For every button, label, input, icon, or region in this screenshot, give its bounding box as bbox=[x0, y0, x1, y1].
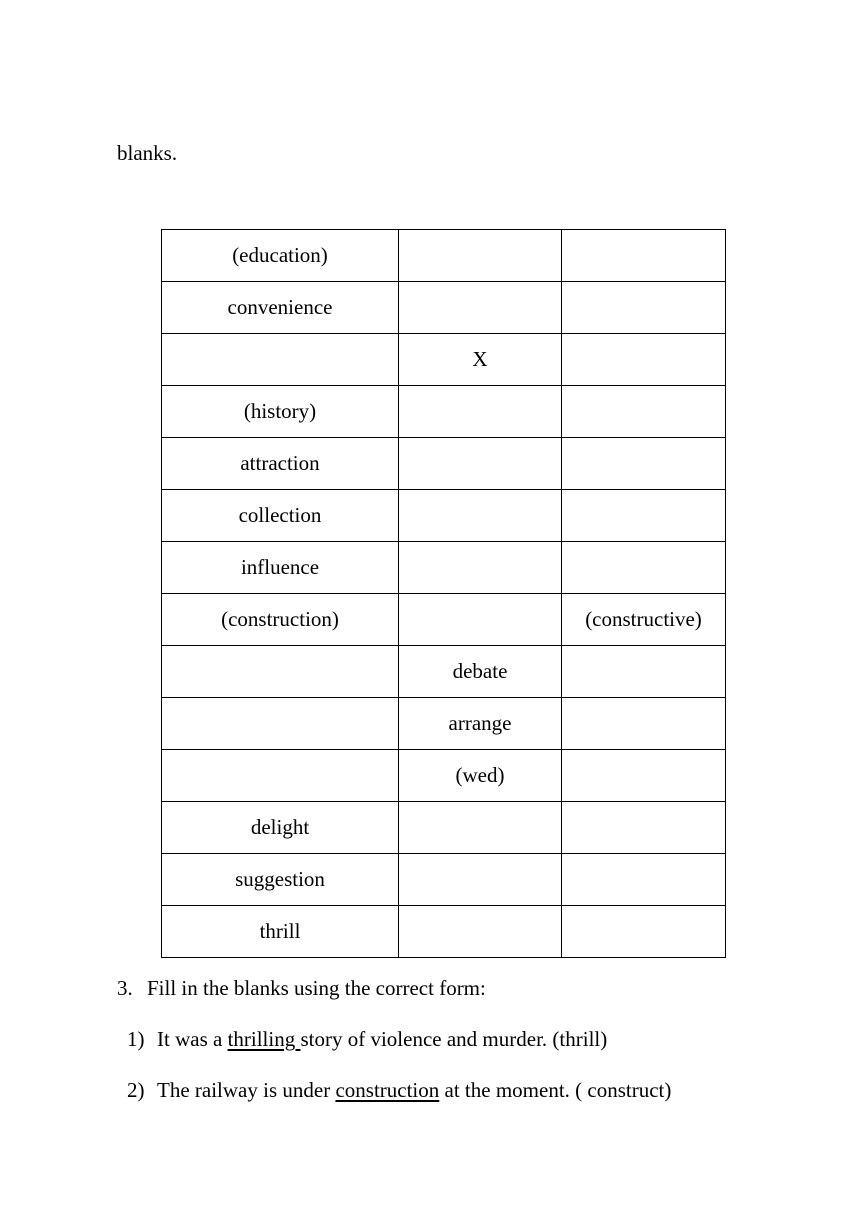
table-cell bbox=[562, 542, 726, 594]
table-cell bbox=[562, 490, 726, 542]
table-row bbox=[162, 698, 726, 750]
table-cell bbox=[562, 802, 726, 854]
section-heading bbox=[117, 978, 486, 999]
item-answer: thrilling bbox=[227, 1027, 301, 1051]
table-cell bbox=[562, 750, 726, 802]
exercise-item bbox=[127, 1029, 607, 1050]
table-cell bbox=[399, 542, 562, 594]
table-cell bbox=[562, 854, 726, 906]
table-row bbox=[162, 438, 726, 490]
section-number: 3. bbox=[117, 976, 133, 1000]
table-cell bbox=[162, 698, 399, 750]
table-row bbox=[162, 854, 726, 906]
table-row bbox=[162, 282, 726, 334]
item-text-before: The railway is under bbox=[157, 1078, 336, 1102]
table-cell: (construction) bbox=[162, 594, 399, 646]
word-forms-table bbox=[161, 229, 726, 958]
item-number: 1) bbox=[127, 1027, 145, 1051]
table-cell bbox=[399, 802, 562, 854]
table-cell: convenience bbox=[162, 282, 399, 334]
table-cell bbox=[162, 646, 399, 698]
table-row bbox=[162, 490, 726, 542]
table-row bbox=[162, 750, 726, 802]
table-cell bbox=[562, 646, 726, 698]
table-row bbox=[162, 594, 726, 646]
table-cell bbox=[162, 334, 399, 386]
table-cell: (wed) bbox=[399, 750, 562, 802]
table-cell: (education) bbox=[162, 230, 399, 282]
table-cell bbox=[399, 438, 562, 490]
item-answer: construction bbox=[335, 1078, 440, 1102]
table-row bbox=[162, 802, 726, 854]
table-row bbox=[162, 386, 726, 438]
table-cell bbox=[399, 594, 562, 646]
table-cell: suggestion bbox=[162, 854, 399, 906]
table-row bbox=[162, 906, 726, 958]
table-cell: X bbox=[399, 334, 562, 386]
table-cell: attraction bbox=[162, 438, 399, 490]
table-cell bbox=[399, 282, 562, 334]
table-cell: delight bbox=[162, 802, 399, 854]
item-text-after: at the moment. ( construct) bbox=[439, 1078, 672, 1102]
table-cell bbox=[562, 334, 726, 386]
section-instruction: Fill in the blanks using the correct form: bbox=[147, 976, 486, 1000]
table-cell: influence bbox=[162, 542, 399, 594]
table-cell: debate bbox=[399, 646, 562, 698]
table-cell bbox=[399, 490, 562, 542]
table-cell bbox=[399, 386, 562, 438]
table-cell bbox=[399, 854, 562, 906]
table-cell: collection bbox=[162, 490, 399, 542]
intro-text: blanks. bbox=[117, 141, 178, 165]
table-cell bbox=[162, 750, 399, 802]
table-row bbox=[162, 230, 726, 282]
table-cell bbox=[562, 230, 726, 282]
table-cell: thrill bbox=[162, 906, 399, 958]
table-cell bbox=[562, 698, 726, 750]
table-cell bbox=[399, 230, 562, 282]
exercise-item bbox=[127, 1080, 671, 1101]
word-forms-table-body bbox=[162, 230, 726, 958]
table-cell bbox=[399, 906, 562, 958]
table-cell bbox=[562, 282, 726, 334]
table-row bbox=[162, 334, 726, 386]
table-cell: arrange bbox=[399, 698, 562, 750]
table-cell: (constructive) bbox=[562, 594, 726, 646]
item-text-before: It was a bbox=[157, 1027, 228, 1051]
table-cell: (history) bbox=[162, 386, 399, 438]
table-cell bbox=[562, 386, 726, 438]
table-cell bbox=[562, 906, 726, 958]
item-number: 2) bbox=[127, 1078, 145, 1102]
table-row bbox=[162, 542, 726, 594]
table-row bbox=[162, 646, 726, 698]
item-text-after: story of violence and murder. (thrill) bbox=[300, 1027, 608, 1051]
table-cell bbox=[562, 438, 726, 490]
